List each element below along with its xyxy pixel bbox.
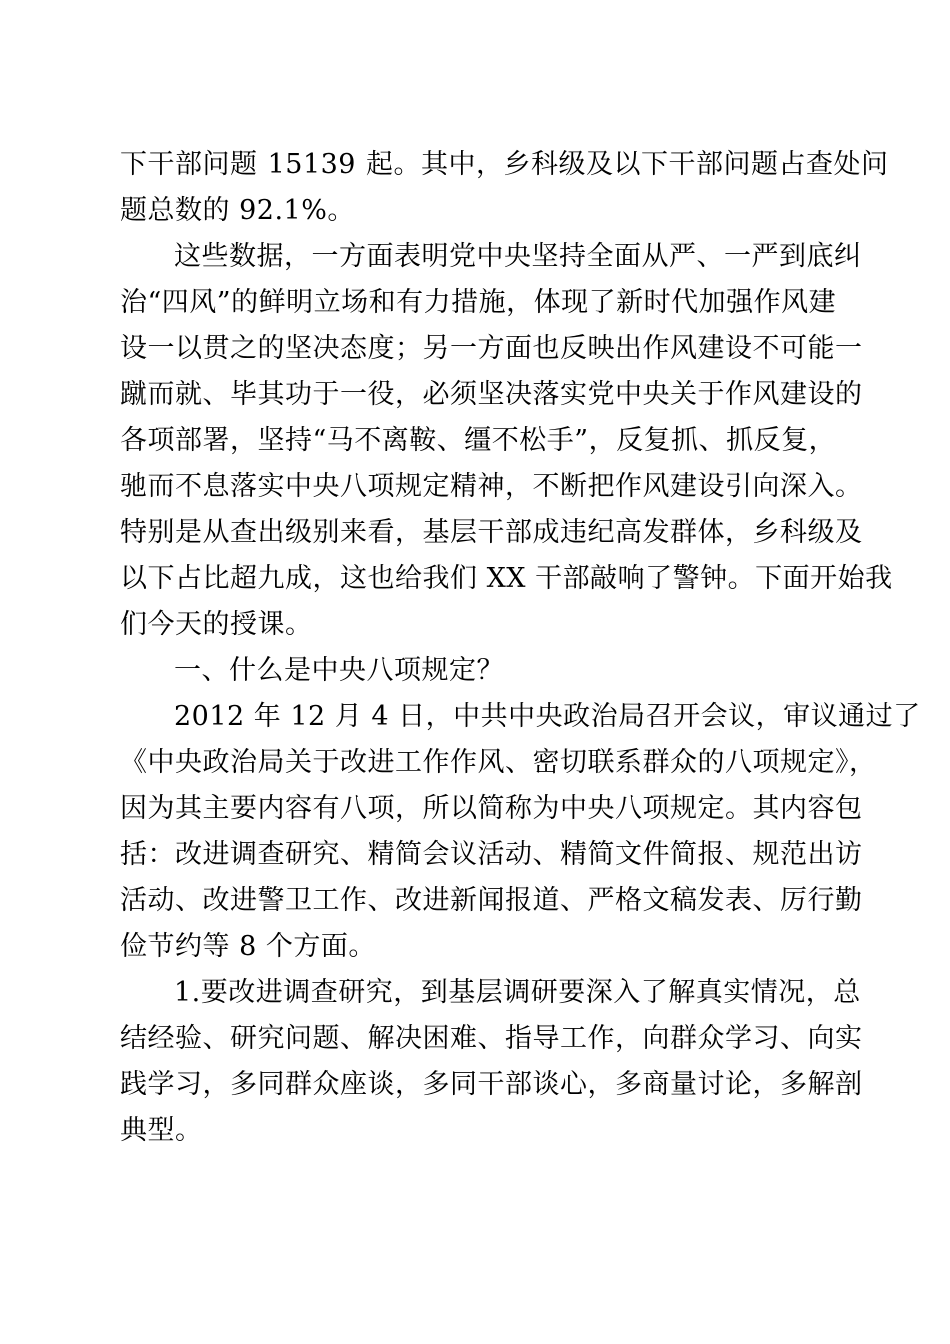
- section-heading: 一、什么是中央八项规定？: [174, 655, 504, 686]
- body-text-line: 以下占比超九成，这也给我们 XX 干部敲响了警钟。下面开始我: [120, 563, 893, 594]
- body-text-line: 下干部问题 15139 起。其中，乡科级及以下干部问题占查处问: [120, 149, 889, 180]
- numbered-item-line: 1.要改进调查研究，到基层调研要深入了解真实情况，总: [174, 977, 861, 1008]
- body-text-line: 各项部署，坚持“马不离鞍、缰不松手”，反复抓、抓反复，: [120, 425, 837, 456]
- body-text-line: 俭节约等 8 个方面。: [120, 931, 376, 962]
- body-text-line: 驰而不息落实中央八项规定精神，不断把作风建设引向深入。: [120, 471, 863, 502]
- body-text-line: 蹴而就、毕其功于一役，必须坚决落实党中央关于作风建设的: [120, 379, 863, 410]
- body-text-line: 践学习，多同群众座谈，多同干部谈心，多商量讨论，多解剖: [120, 1069, 863, 1100]
- body-text-line: 们今天的授课。: [120, 609, 313, 640]
- body-text-line: 典型。: [120, 1115, 203, 1146]
- body-text-line: 治“四风”的鲜明立场和有力措施，体现了新时代加强作风建: [120, 287, 837, 318]
- paragraph-start-line: 2012 年 12 月 4 日，中共中央政治局召开会议，审议通过了: [174, 701, 921, 732]
- body-text-line: 结经验、研究问题、解决困难、指导工作，向群众学习、向实: [120, 1023, 863, 1054]
- body-text-line: 《中央政治局关于改进工作作风、密切联系群众的八项规定》，: [120, 747, 877, 778]
- body-text-line: 设一以贯之的坚决态度；另一方面也反映出作风建设不可能一: [120, 333, 863, 364]
- body-text-line: 题总数的 92.1%。: [120, 195, 355, 226]
- body-text-line: 因为其主要内容有八项，所以简称为中央八项规定。其内容包: [120, 793, 863, 824]
- body-text-line: 特别是从查出级别来看，基层干部成违纪高发群体，乡科级及: [120, 517, 863, 548]
- body-text-line: 活动、改进警卫工作、改进新闻报道、严格文稿发表、厉行勤: [120, 885, 863, 916]
- paragraph-start-line: 这些数据，一方面表明党中央坚持全面从严、一严到底纠: [174, 241, 862, 272]
- body-text-line: 括：改进调查研究、精简会议活动、精简文件简报、规范出访: [120, 839, 863, 870]
